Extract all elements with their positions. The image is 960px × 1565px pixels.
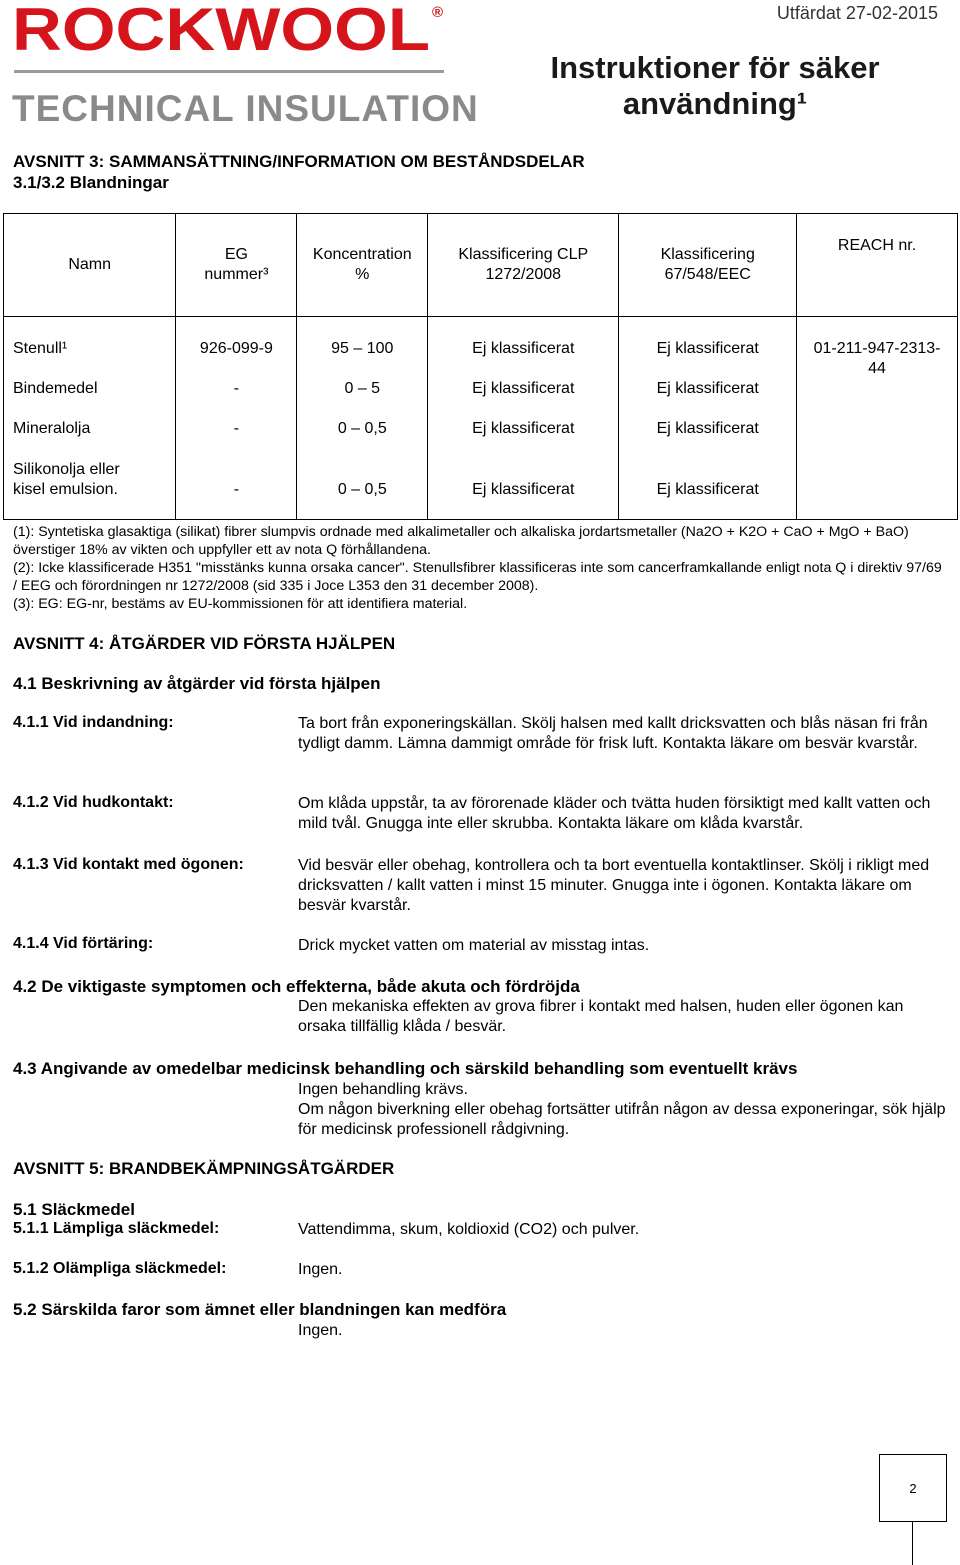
eg-column [176,317,297,520]
table-cell: Ej klassificerat [472,340,575,357]
table-cell: - [233,380,240,397]
logo-wordmark [12,2,432,54]
section51-title: 5.1 Släckmedel [13,1200,135,1219]
section3-subtitle: 3.1/3.2 Blandningar [13,173,169,192]
table-cell: Mineralolja [13,420,91,437]
footnote: (2): Icke klassificerade H351 "misstänks kunna orsaka cancer". Stenullsfibrer klassificeras inte som cancerframkallande enligt nota Q i direktiv 97/69 / EEG och förordningen nr 1272/2008 (sid 335 i Joce L353 den 31 december 2008). [13,560,942,594]
composition-table [3,213,958,520]
issue-date: Utfärdat 27-02-2015 [776,3,938,23]
table-body-row [4,317,958,520]
column-header: Klassificering 67/548/EEC [619,214,797,317]
unsuitable-media-text: Ingen. [298,1261,343,1278]
ingestion-text: Drick mycket vatten om material av misstag intas. [298,937,650,954]
eec-column [619,317,797,520]
clp-column [428,317,619,520]
section43-title: 4.3 Angivande av omedelbar medicinsk behandling och särskild behandling som eventuellt krävs [13,1059,798,1078]
column-header: EG nummer³ [176,214,297,317]
section4-title: AVSNITT 4: ÅTGÄRDER VID FÖRSTA HJÄLPEN [13,634,396,653]
name-column [4,317,176,520]
section43-text-1: Ingen behandling krävs. [298,1081,468,1098]
section52-title: 5.2 Särskilda faror som ämnet eller blandningen kan medföra [13,1300,507,1319]
table-cell: 95 – 100 [331,340,394,357]
eye-contact-text: Vid besvär eller obehag, kontrollera och ta bort eventuella kontaktlinser. Skölj i rikligt med dricksvatten / kallt vatten i minst 15 minuter. Gnugga inte i ögonen. Kontakta läkare om besvär kvarstår. [298,857,930,914]
ingestion-label: 4.1.4 Vid förtäring: [13,935,154,952]
table-cell: 0 – 0,5 [337,420,387,437]
document-title: Instruktioner för säker användning¹ [550,50,880,121]
section43-text-2: Om någon biverkning eller obehag fortsätter utifrån någon av dessa exponeringar, sök hjälp för medicinsk professionell rådgivning. [298,1101,946,1138]
footnotes [13,523,943,613]
logo-text: ROCKWOOL [12,2,430,54]
table-cell: Ej klassificerat [656,420,759,437]
table-cell: Silikonolja eller kisel emulsion. [13,461,120,498]
suitable-media-text: Vattendimma, skum, koldioxid (CO2) och pulver. [298,1221,640,1238]
section52-text: Ingen. [298,1322,343,1339]
table-header-row [4,214,958,317]
footnote: (1): Syntetiska glasaktiga (silikat) fibrer slumpvis ordnade med alkalimetaller och alkaliska jordartsmetaller (Na2O + K2O + CaO + MgO + BaO) överstiger 18% av vikten och uppfyller ett av nota Q förhållandena. [13,524,909,558]
column-header: REACH nr. [797,214,958,317]
unsuitable-media-label: 5.1.2 Olämpliga släckmedel: [13,1260,227,1277]
inhalation-text: Ta bort från exponeringskällan. Skölj halsen med kallt dricksvatten och blås näsan fri från tydligt damm. Lämna dammigt område för frisk luft. Kontakta läkare om besvär kvarstår. [298,715,928,752]
concentration-column [297,317,428,520]
table-cell: 0 – 0,5 [337,481,387,498]
table-cell: 0 – 5 [344,380,381,397]
footnote: (3): EG: EG-nr, bestäms av EU-kommissionen för att identifiera material. [13,596,468,612]
table-cell: Ej klassificerat [472,481,575,498]
column-header: Klassificering CLP 1272/2008 [428,214,619,317]
section42-title: 4.2 De viktigaste symptomen och effekterna, både akuta och fördröjda [13,977,580,996]
table-cell: - [233,420,240,437]
reach-number: 01-211-947-2313-44 [813,340,941,377]
table-cell: Ej klassificerat [656,340,759,357]
reach-column [797,317,958,520]
table-cell: Ej klassificerat [472,420,575,437]
page-number: 2 [909,1480,917,1496]
section41-title: 4.1 Beskrivning av åtgärder vid första hjälpen [13,674,381,693]
table-cell: Bindemedel [13,380,98,397]
page-number-box [879,1454,947,1522]
column-header: Namn [4,214,176,317]
skin-contact-label: 4.1.2 Vid hudkontakt: [13,794,174,811]
page-number-connector [912,1521,913,1565]
registered-mark: ® [432,4,444,21]
section3-title: AVSNITT 3: SAMMANSÄTTNING/INFORMATION OM BESTÅNDSDELAR [13,152,585,171]
column-header: Koncentration % [297,214,428,317]
logo-subtitle: TECHNICAL INSULATION [12,88,479,129]
suitable-media-label: 5.1.1 Lämpliga släckmedel: [13,1220,220,1237]
inhalation-label: 4.1.1 Vid indandning: [13,714,174,731]
table-cell: Ej klassificerat [656,481,759,498]
skin-contact-text: Om klåda uppstår, ta av förorenade kläder och tvätta huden försiktigt med kallt vatten och mild tvål. Gnugga inte eller skrubba. Kontakta läkare om klåda kvarstår. [298,795,931,832]
table-cell: - [233,481,240,498]
table-cell: Stenull¹ [13,340,68,357]
section5-title: AVSNITT 5: BRANDBEKÄMPNINGSÅTGÄRDER [13,1159,395,1178]
logo-divider [14,70,444,73]
table-cell: Ej klassificerat [472,380,575,397]
table-cell: 926-099-9 [199,340,273,357]
table-cell: Ej klassificerat [656,380,759,397]
eye-contact-label: 4.1.3 Vid kontakt med ögonen: [13,856,244,873]
section42-text: Den mekaniska effekten av grova fibrer i kontakt med halsen, huden eller ögonen kan orsaka tillfällig klåda / besvär. [298,998,904,1035]
